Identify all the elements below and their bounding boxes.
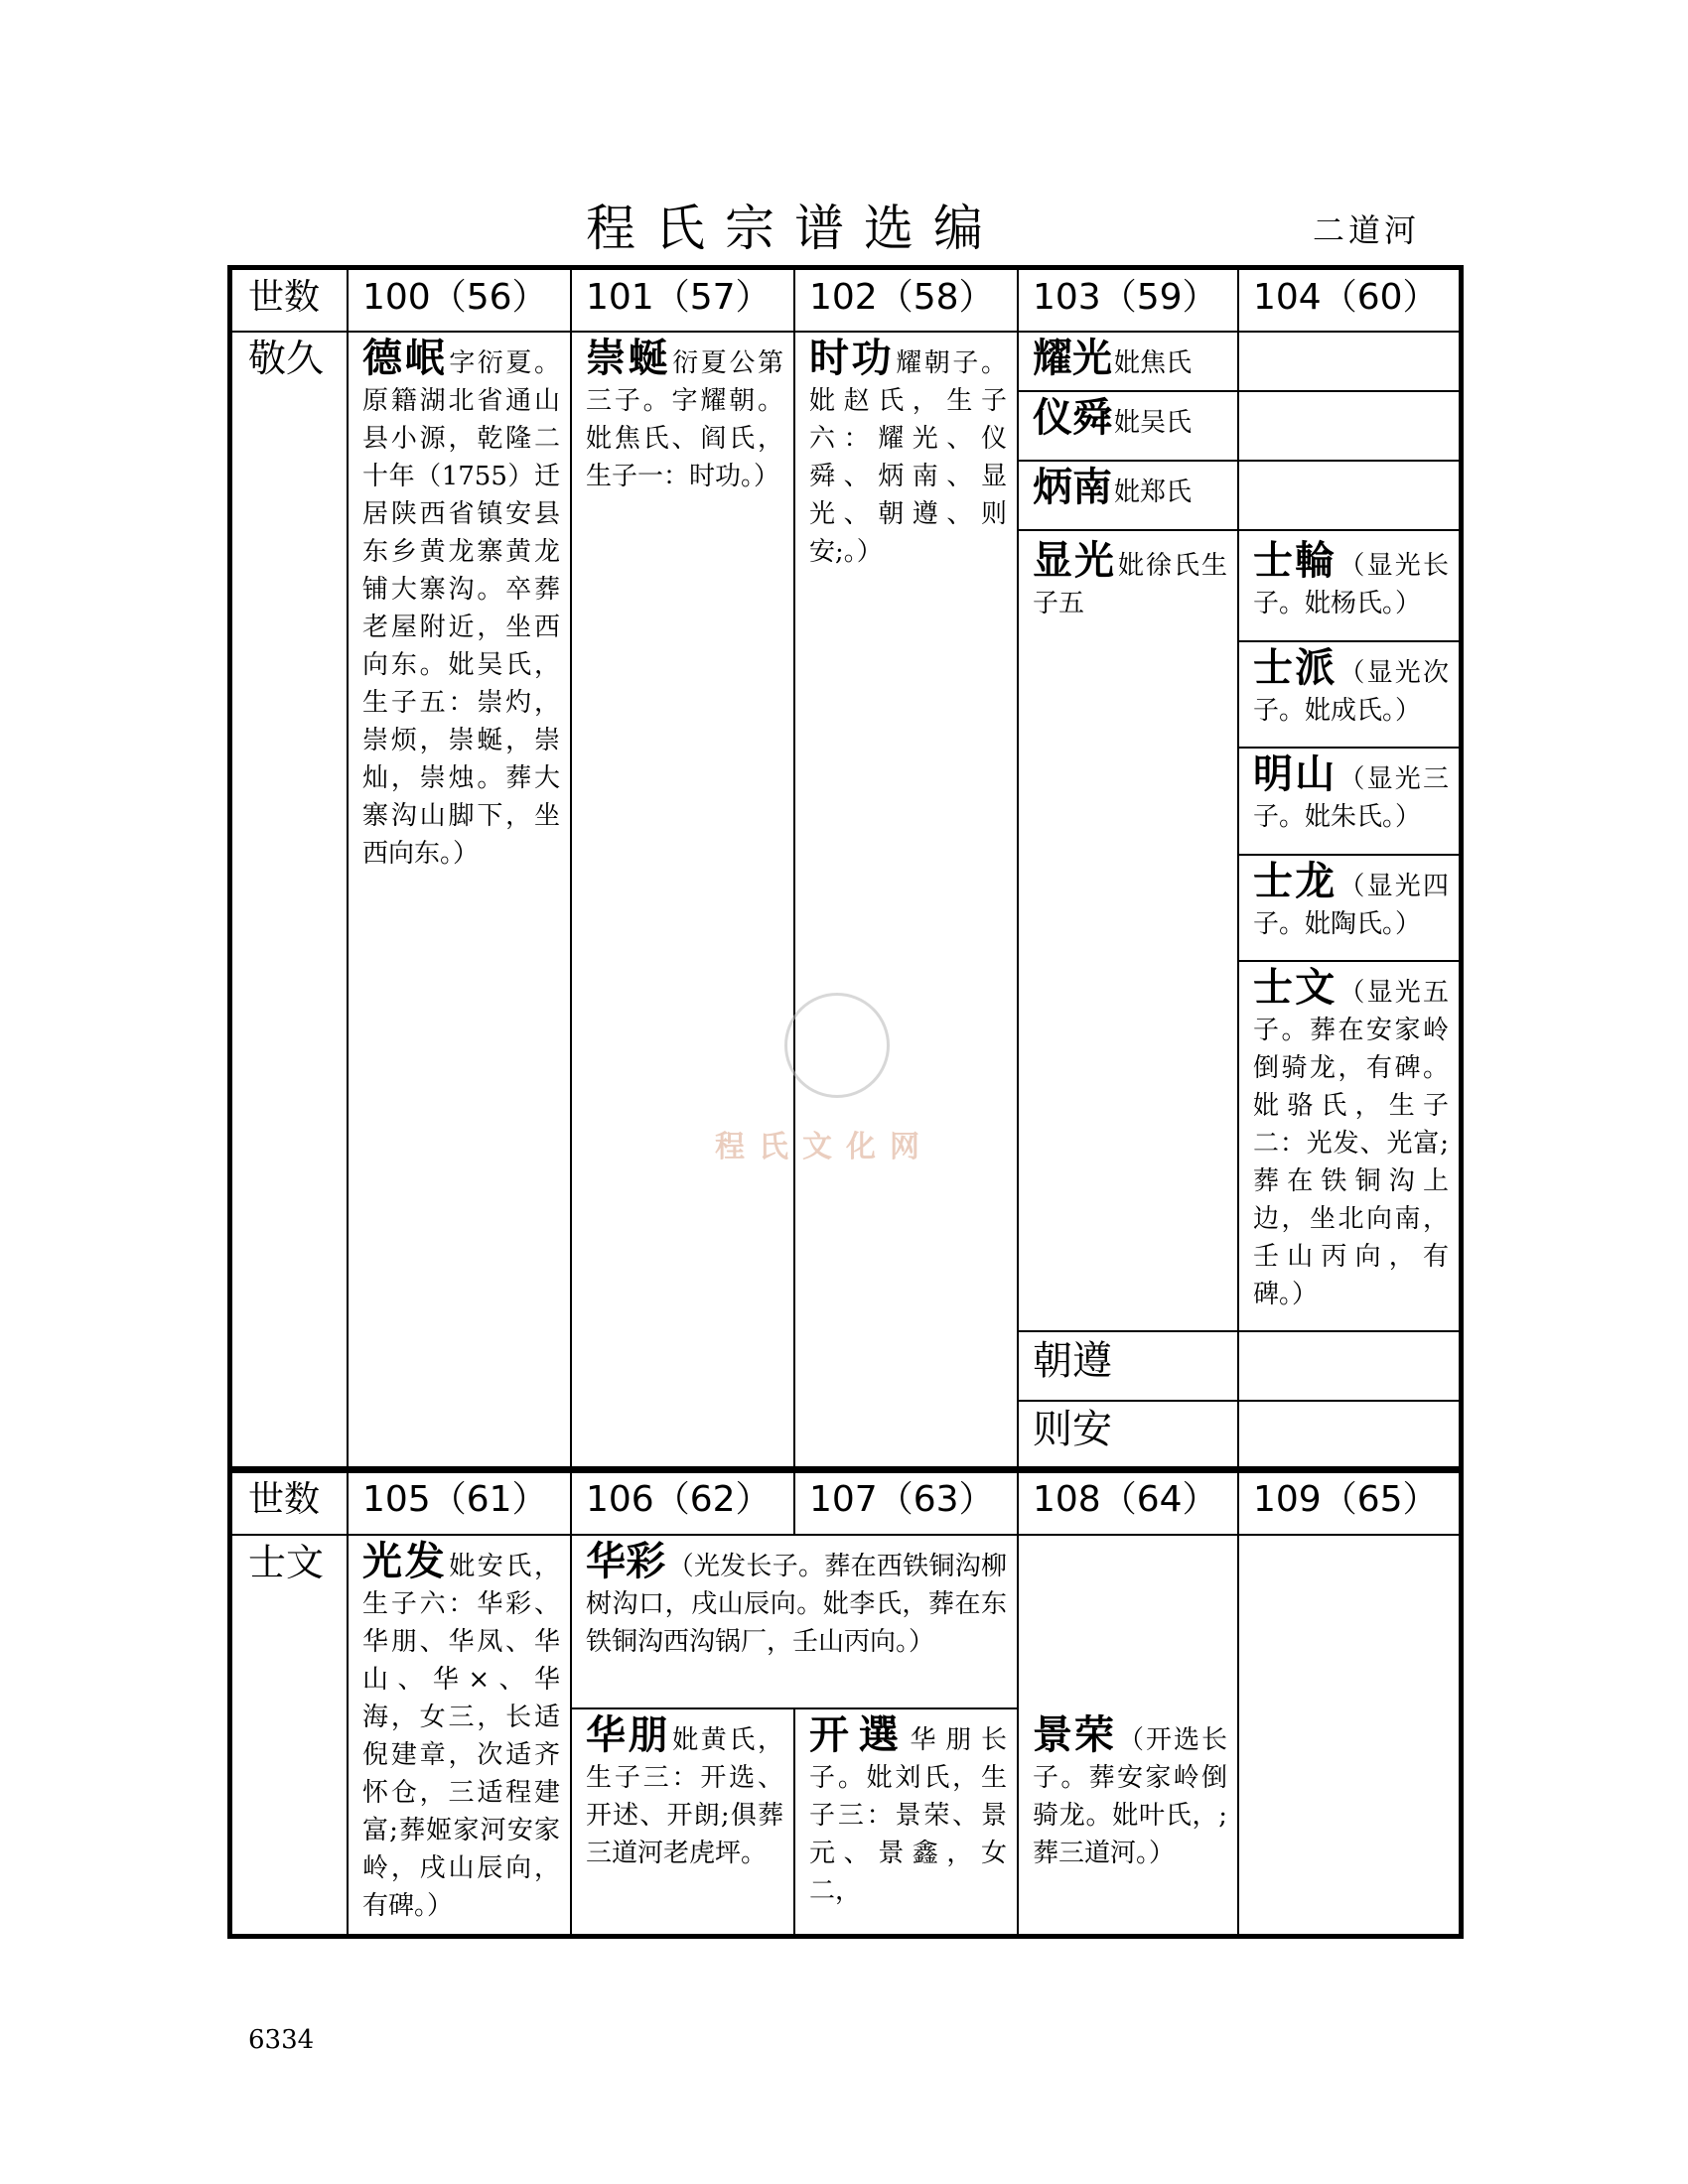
entry-105 xyxy=(349,1537,570,1934)
rule xyxy=(232,331,1459,333)
person-text: （开选长子。葬安家岭倒骑龙。妣叶氏，;葬三道河。） xyxy=(1033,1725,1227,1868)
entry-104-3 xyxy=(1239,750,1459,854)
seal-logo xyxy=(784,993,890,1098)
page-title: 程氏宗谱选编 xyxy=(586,200,1003,257)
person-text: （显光次子。妣成氏。） xyxy=(1253,658,1449,726)
person-name: 士龙 xyxy=(1253,859,1337,904)
rule xyxy=(1239,960,1459,962)
person-text: 妣徐氏生子五 xyxy=(1033,551,1227,618)
person-name: 仪舜 xyxy=(1033,395,1112,441)
person-text: 妣黄氏，生子三：开选、开述、开朗;俱葬三道河老虎坪。 xyxy=(586,1725,783,1868)
label-col-header: 世数 xyxy=(248,1479,321,1520)
place-name: 二道河 xyxy=(1313,211,1421,249)
rule xyxy=(1239,747,1459,749)
person-text: 妣焦氏 xyxy=(1114,348,1193,378)
gen-header-108: 108（64） xyxy=(1033,1479,1218,1520)
entry-103-1 xyxy=(1019,334,1237,390)
person-text: （显光长子。妣杨氏。） xyxy=(1253,551,1449,618)
rule xyxy=(1237,1473,1239,1934)
entry-104-1 xyxy=(1239,536,1459,640)
entry-106-huapeng xyxy=(572,1710,793,1934)
entry-104-5 xyxy=(1239,963,1459,1330)
entry-103-5 xyxy=(1019,1336,1237,1400)
gen-header-100: 100（56） xyxy=(362,277,548,318)
person-name: 朝遵 xyxy=(1033,1338,1112,1384)
person-name: 德岷 xyxy=(362,336,448,381)
person-name: 华彩 xyxy=(586,1539,666,1584)
person-name: 则安 xyxy=(1033,1407,1112,1452)
person-name: 士文 xyxy=(1253,965,1337,1011)
gen-header-106: 106（62） xyxy=(586,1479,772,1520)
entry-103-6 xyxy=(1019,1405,1237,1466)
person-name: 景荣 xyxy=(1033,1712,1116,1758)
person-text: 妣安氏，生子六：华彩、华朋、华凤、华山、华×、华海，女三，长适倪建章，次适齐怀仓，三适程建富;葬姬家河安家岭，戌山辰向，有碑。） xyxy=(362,1552,560,1921)
person-name: 崇蜒 xyxy=(586,336,671,381)
person-name: 耀光 xyxy=(1033,336,1112,381)
person-name: 明山 xyxy=(1253,751,1337,797)
gen-header-104: 104（60） xyxy=(1253,277,1439,318)
gen-header-101: 101（57） xyxy=(586,277,772,318)
ancestor-name: 敬久 xyxy=(248,337,325,380)
gen-header-103: 103（59） xyxy=(1033,277,1218,318)
person-name: 华朋 xyxy=(586,1712,671,1758)
rule xyxy=(1239,640,1459,642)
entry-102 xyxy=(795,334,1017,572)
entry-103-3 xyxy=(1019,463,1237,529)
person-name: 开選 xyxy=(809,1712,909,1758)
page-number: 6334 xyxy=(248,2025,315,2055)
gen-header-102: 102（58） xyxy=(809,277,995,318)
person-text: 字衍夏。原籍湖北省通山县小源，乾隆二十年（1755）迁居陕西省镇安县东乡黄龙寨黄龙铺大寨沟。卒葬老屋附近，坐西向东。妣吴氏，生子五：崇灼，崇烦，崇蜒，崇灿，崇烛。葬大寨沟山脚下，坐西向东。） xyxy=(362,348,560,869)
person-text: （显光五子。葬在安家岭倒骑龙，有碑。妣骆氏，生子二：光发、光富;葬在铁铜沟上边，坐北向南，壬山丙向，有碑。） xyxy=(1253,978,1449,1309)
gen-header-109: 109（65） xyxy=(1253,1479,1439,1520)
person-name: 显光 xyxy=(1033,538,1116,584)
entry-103-2 xyxy=(1019,393,1237,460)
person-name: 光发 xyxy=(362,1539,448,1584)
entry-101 xyxy=(572,334,793,572)
watermark xyxy=(715,993,1013,1191)
person-text: 妣郑氏 xyxy=(1114,478,1193,507)
person-text: （显光四子。妣陶氏。） xyxy=(1253,872,1449,939)
entry-108-jingrong xyxy=(1019,1710,1237,1934)
entry-106-huacai xyxy=(572,1537,1017,1707)
ancestor-name: 士文 xyxy=(248,1541,325,1584)
table-separator xyxy=(232,1466,1459,1473)
person-text: 妣吴氏 xyxy=(1114,408,1193,438)
person-text: （显光三子。妣朱氏。） xyxy=(1253,764,1449,832)
entry-100 xyxy=(349,334,570,919)
entry-103-4 xyxy=(1019,536,1237,645)
gen-header-105: 105（61） xyxy=(362,1479,548,1520)
person-text: 耀朝子。妣赵氏，生子六：耀光、仪舜、炳南、显光、朝遵、则安;。） xyxy=(809,348,1007,567)
watermark-text: 程氏文化网 xyxy=(715,1130,933,1164)
rule xyxy=(232,1534,1459,1536)
person-name: 士輪 xyxy=(1253,538,1337,584)
person-text: 衍夏公第三子。字耀朝。妣焦氏、阎氏，生子一：时功。） xyxy=(586,348,783,491)
person-text: （光发长子。葬在西铁铜沟柳树沟口，戌山辰向。妣李氏，葬在东铁铜沟西沟锅厂，壬山丙向。） xyxy=(586,1552,1007,1657)
entry-104-4 xyxy=(1239,857,1459,960)
entry-107-kaixuan xyxy=(795,1710,1017,1934)
rule xyxy=(1239,854,1459,856)
entry-104-2 xyxy=(1239,643,1459,747)
person-name: 炳南 xyxy=(1033,465,1112,510)
gen-header-107: 107（63） xyxy=(809,1479,995,1520)
person-name: 士派 xyxy=(1253,645,1337,691)
person-name: 时功 xyxy=(809,336,895,381)
person-text: 华朋长子。妣刘氏，生子三：景荣、景元、景鑫，女二， xyxy=(809,1725,1007,1906)
label-col-header: 世数 xyxy=(248,277,321,318)
